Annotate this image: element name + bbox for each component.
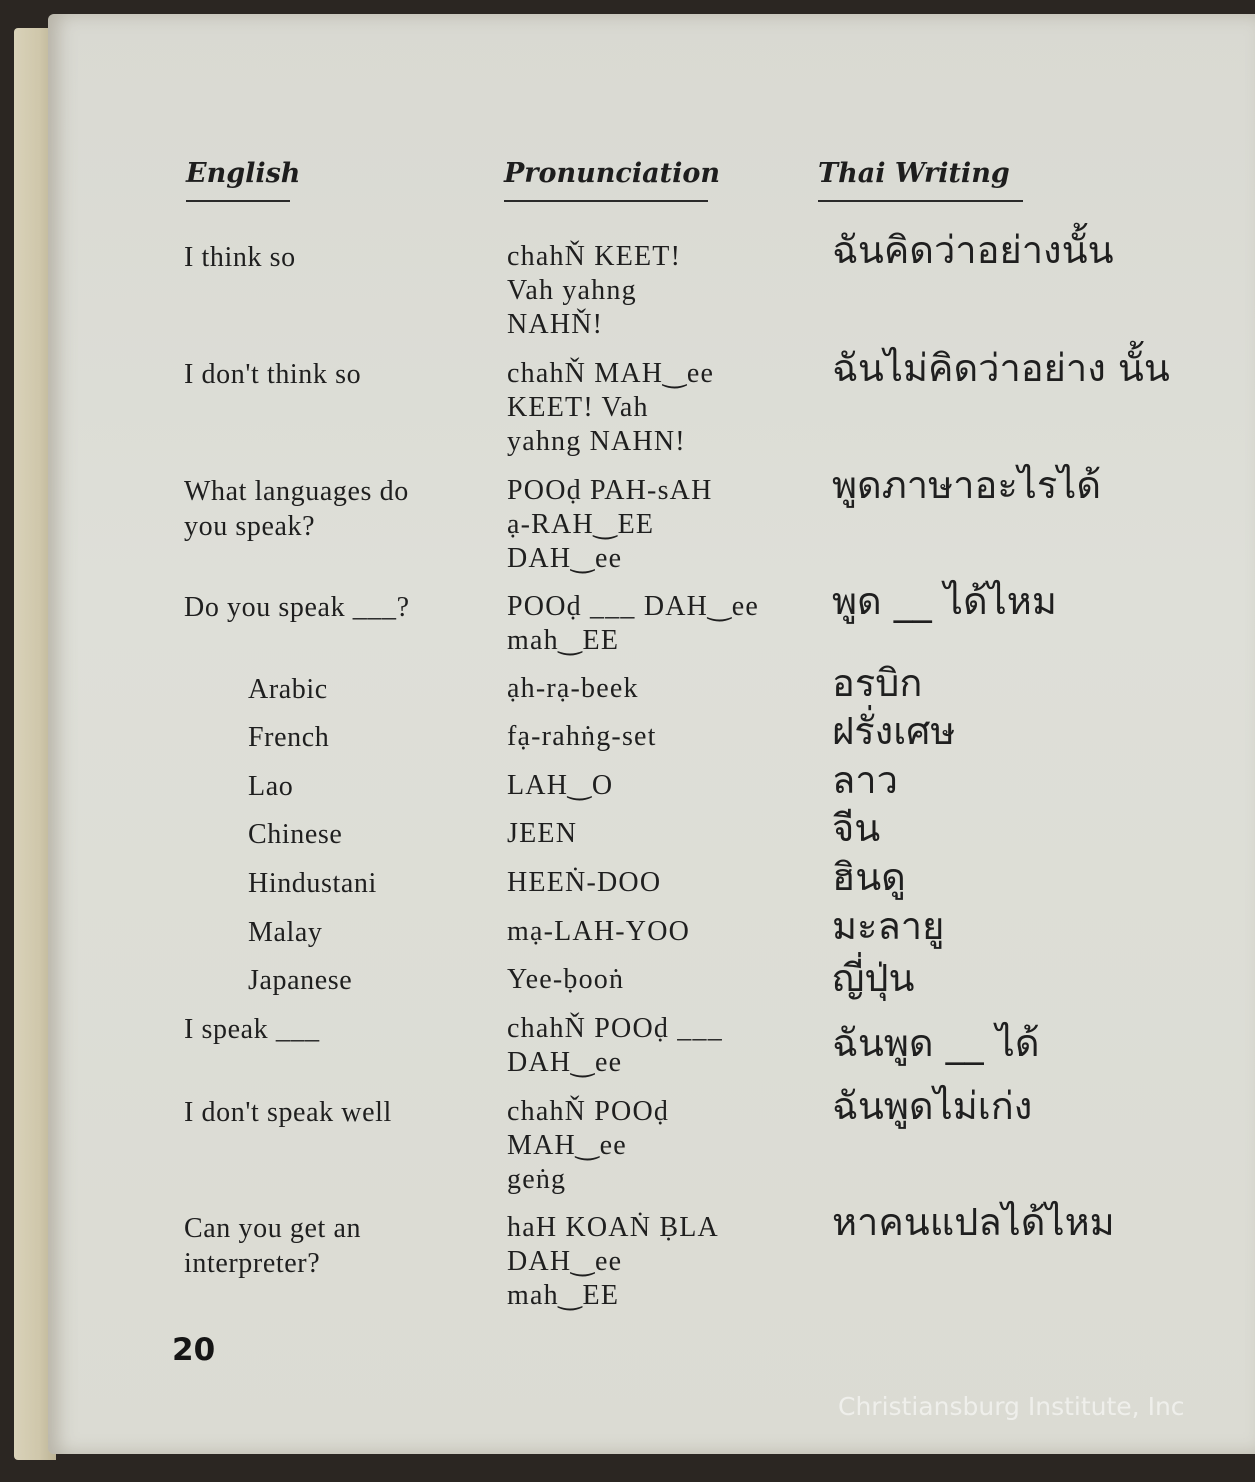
language-thai: อรบิก: [832, 661, 923, 705]
phrase-pronunciation: chahŇ POOḍ ___ DAH‿ee: [507, 1013, 723, 1078]
phrase-pronunciation: POOḍ PAH-sAH ạ-RAH‿EE DAH‿ee: [507, 475, 713, 574]
phrase-english: I speak ___: [184, 1014, 320, 1045]
phrase-thai: พูด __ ได้ไหม: [832, 579, 1057, 623]
watermark: Christiansburg Institute, Inc: [838, 1392, 1185, 1421]
language-english: Hindustani: [248, 868, 377, 899]
phrase-thai: ฉันพูดไม่เก่ง: [832, 1084, 1033, 1128]
phrase-english: Do you speak ___?: [184, 592, 410, 623]
language-thai: มะลายู: [832, 904, 945, 948]
phrase-thai: ฉันพูด __ ได้: [832, 1021, 1040, 1065]
phrase-pronunciation: POOḍ ___ DAH‿ee mah‿EE: [507, 591, 760, 656]
header-english: English: [186, 158, 290, 202]
phrase-pronunciation: chahŇ KEET! Vah yahng NAHŇ!: [507, 241, 682, 340]
header-pronunciation: Pronunciation: [504, 158, 708, 202]
language-pronunciation: ạh-rạ-beek: [507, 673, 639, 704]
language-pronunciation: HEEṄ-DOO: [507, 867, 662, 898]
language-pronunciation: JEEN: [507, 818, 578, 849]
phrase-pronunciation: chahŇ MAH‿ee KEET! Vah yahng NAHN!: [507, 358, 715, 457]
page-number: 20: [172, 1332, 216, 1368]
phrase-pronunciation: chahŇ POOḍ MAH‿ee geṅg: [507, 1096, 670, 1195]
language-thai: ลาว: [832, 758, 898, 802]
language-thai: จีน: [832, 806, 881, 850]
phrase-thai: พูดภาษาอะไรได้: [832, 463, 1102, 507]
language-pronunciation: Yee-ḅooṅ: [507, 964, 625, 995]
language-english: Chinese: [248, 819, 343, 850]
phrase-thai: ฉันคิดว่าอย่างนั้น: [832, 228, 1114, 272]
phrase-pronunciation: haH KOAṄ ḄLA DAH‿ee mah‿EE: [507, 1212, 719, 1311]
phrase-thai: ฉันไม่คิดว่าอย่าง นั้น: [832, 346, 1170, 390]
phrase-english: Can you get an interpreter?: [184, 1213, 362, 1279]
language-pronunciation: mạ-LAH-YOO: [507, 916, 691, 947]
phrase-english: I don't speak well: [184, 1097, 392, 1128]
language-pronunciation: fạ-rahṅg-set: [507, 721, 657, 752]
language-english: Japanese: [248, 965, 353, 996]
language-thai: ญี่ปุ่น: [832, 956, 915, 1000]
language-thai: ฝรั่งเศษ: [832, 709, 956, 753]
phrase-english: What languages do you speak?: [184, 476, 409, 542]
language-thai: ฮินดู: [832, 855, 906, 899]
language-pronunciation: LAH‿O: [507, 770, 614, 801]
header-thai-writing: Thai Writing: [818, 158, 1023, 202]
phrase-english: I don't think so: [184, 359, 362, 390]
language-english: French: [248, 722, 330, 753]
language-english: Malay: [248, 917, 323, 948]
phrase-thai: หาคนแปลได้ไหม: [832, 1200, 1115, 1244]
language-english: Lao: [248, 771, 294, 802]
phrase-english: I think so: [184, 242, 296, 273]
language-english: Arabic: [248, 674, 328, 705]
